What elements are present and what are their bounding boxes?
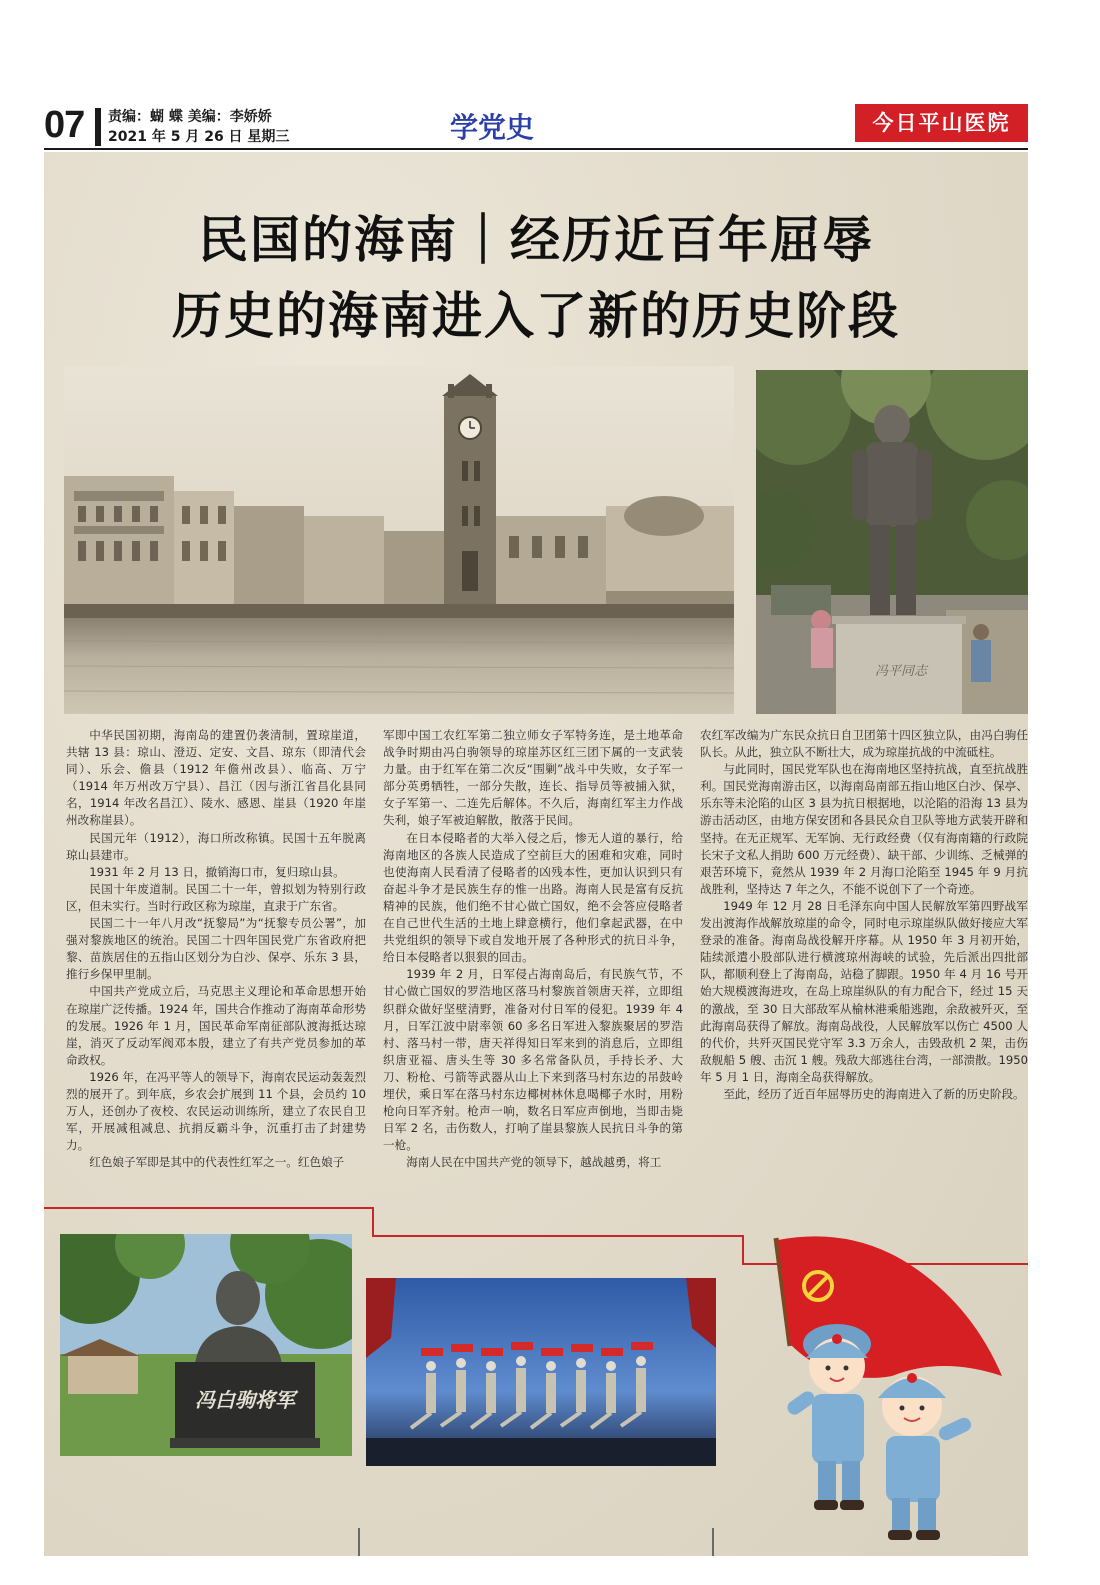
photo-feng-baiju-bust	[60, 1234, 352, 1456]
photo-feng-ping-statue	[756, 370, 1028, 714]
issue-date: 2021 年 5 月 26 日 星期三	[108, 129, 290, 145]
page-number: 07	[44, 104, 85, 146]
paragraph: 民国二十一年八月改“抚黎局”为“抚黎专员公署”，加强对黎族地区的统治。民国二十四年国民党广东省政府把黎、苗族居住的五指山区划分为白沙、保亭、乐东 3 县，推行乡保甲里制。	[66, 916, 366, 982]
paragraph: 中华民国初期，海南岛的建置仍袭清制，置琼崖道，共辖 13 县：琼山、澄迈、定安、文昌、琼东（即清代会同）、乐会、儋县（1912 年儋州改县）、临高、万宁（1914 年万州改万宁县）、昌江（因与浙江省昌化县同名，1914 年改名昌江）、陵水、感恩、崖县（1920 年崖州改称崖县）。	[66, 728, 366, 828]
paragraph: 民国十年废道制。民国二十一年，曾拟划为特别行政区，但未实行。当时行政区称为琼崖，直隶于广东省。	[66, 881, 366, 913]
statue-plaque-inscription: 冯平同志	[874, 664, 927, 679]
header-rule	[44, 148, 1028, 150]
paragraph: 在日本侵略者的大举入侵之后，惨无人道的暴行，给海南地区的各族人民造成了空前巨大的困难和灾难，同时也使海南人民看清了侵略者的凶残本性，更加认识到只有奋起斗争才是民族生存的惟一出路。海南人民是富有反抗精神的民族，他们绝不甘心做亡国奴，绝不会答应侵略者在自己世代生活的土地上肆意横行，他们拿起武器，在中共党组织的领导下或自发地开展了各种形式的抗日斗争，给日本侵略者以狠狠的回击。	[383, 830, 683, 965]
section-title: 学党史	[450, 111, 535, 144]
paragraph: 1949 年 12 月 28 日毛泽东向中国人民解放军第四野战军发出渡海作战解放琼崖的命令，同时电示琼崖纵队做好接应大军登录的准备。海南岛战役解开序幕。从 1950 年 3 月初开始，陆续派遣小股部队进行横渡琼州海峡的试验，先后派出四批部队，都顺利登上了海南岛，站稳了脚跟。1950 年 4 月 16 号开始大规模渡海进攻，在岛上琼崖纵队的有力配合下，经过 15 天的激战，至 30 日大部敌军从榆林港乘船逃跑，余敌被歼灭，至此海南岛获得了解放。海南岛战役，人民解放军以伤亡 4500 人的代价，共歼灭国民党守军 3.3 万余人，击毁敌机 2 架，击伤敌舰船 5 艘、击沉 1 艘。残敌大部逃往台湾，一部溃散。1950 年 5 月 1 日，海南全岛获得解放。	[700, 898, 1028, 1084]
photo-old-haikou-waterfront	[64, 366, 734, 714]
decorative-red-line	[44, 1207, 374, 1209]
header-divider-bar	[95, 108, 101, 146]
headline-line-1: 民国的海南｜经历近百年屈辱	[198, 211, 874, 269]
paragraph: 至此，经历了近百年屈辱历史的海南进入了新的历史阶段。	[723, 1086, 1025, 1101]
bust-plaque-inscription: 冯白驹将军	[195, 1388, 295, 1412]
decorative-tick	[712, 1528, 714, 1556]
cartoon-soldiers-with-flag	[742, 1226, 1028, 1556]
headline-line-2: 历史的海南进入了新的历史阶段	[172, 287, 900, 345]
paragraph: 与此同时，国民党军队也在海南地区坚持抗战，直至抗战胜利。国民党海南游击区，以海南岛南部五指山地区白沙、保亭、乐东等未沦陷的山区 3 县为抗日根据地，以沦陷的沿海 13 县为游击活动区，由地方保安团和各县民众自卫队等地方武装开辟和坚持。在无正规军、无军饷、无行政经费（仅有海南籍的行政院长宋子文私人捐助 600 万元经费）、缺干部、少训练、乏械弹的艰苦环境下，竟然从 1939 年 2 月海口沦陷至 1945 年 9 月抗战胜利，坚持达 7 年之久，不能不说创下了一个奇迹。	[700, 762, 1028, 896]
paragraph: 海南人民在中国共产党的领导下，越战越勇，将工	[406, 1155, 662, 1170]
paragraph: 红色娘子军即是其中的代表性红军之一。红色娘子	[89, 1155, 345, 1170]
article-column-1	[66, 727, 366, 1171]
paragraph: 1939 年 2 月，日军侵占海南岛后，有民族气节，不甘心做亡国奴的罗浩地区落马村黎族首领唐天祥，立即组织群众做好坚壁清野，准备对付日军的侵犯。1939 年 4 月，日军江波中尉率领 60 多名日军进入黎族聚居的罗浩村、落马村一带，唐天祥得知日军来到的消息后，立即组织唐亚福、唐头生等 30 多名常备队员，手持长矛、大刀、粉枪、弓箭等武器从山上下来到落马村东边的吊鼓岭埋伏，乘日军在落马村东边椰树林休息喝椰子水时，用粉枪向日军齐射。枪声一响，数名日军应声倒地，当即击毙日军 2 名，击伤数人，打响了崖县黎族人民抗日斗争的第一枪。	[383, 967, 683, 1153]
paragraph: 民国元年（1912），海口所改称镇。民国十五年脱离琼山县建市。	[66, 830, 366, 862]
article-column-3	[700, 727, 1028, 1103]
editors-credit: 责编：蝴 蝶 美编：李娇娇	[108, 109, 272, 125]
photo-red-detachment-ballet	[366, 1278, 716, 1466]
decorative-red-line	[372, 1207, 374, 1237]
paragraph: 农红军改编为广东民众抗日自卫团第十四区独立队，由冯白驹任队长。从此，独立队不断壮大，成为琼崖抗战的中流砥柱。	[700, 728, 1028, 760]
decorative-red-line	[372, 1235, 742, 1237]
paragraph: 1931 年 2 月 13 日，撤销海口市，复归琼山县。	[89, 864, 345, 879]
paragraph: 军即中国工农红军第二独立师女子军特务连，是土地革命战争时期由冯白驹领导的琼崖苏区红三团下属的一支武装力量。由于红军在第二次反“围剿”战斗中失败，女子军一部分英勇牺牲，一部分失散，连长、指导员等被捕入狱，女子军第一、二连先后解体。不久后，海南红军主力作战失利，娘子军被迫解散，散落于民间。	[383, 728, 683, 828]
decorative-tick	[358, 1528, 360, 1556]
masthead-logo: 今日平山医院	[855, 104, 1028, 142]
paragraph: 中国共产党成立后，马克思主义理论和革命思想开始在琼崖广泛传播。1924 年，国共合作推动了海南革命形势的发展。1926 年 1 月，国民革命军南征部队渡海抵达琼崖，消灭了反动军阀邓本殷，建立了有共产党员参加的革命政权。	[66, 984, 366, 1067]
article-column-2	[383, 727, 683, 1171]
paragraph: 1926 年，在冯平等人的领导下，海南农民运动轰轰烈烈的展开了。到年底，乡农会扩展到 11 个县，会员约 10 万人，还创办了夜校、农民运动训练所，建立了农民自卫军，开展减租减息、抗捐反霸斗争，沉重打击了封建势力。	[66, 1069, 366, 1153]
